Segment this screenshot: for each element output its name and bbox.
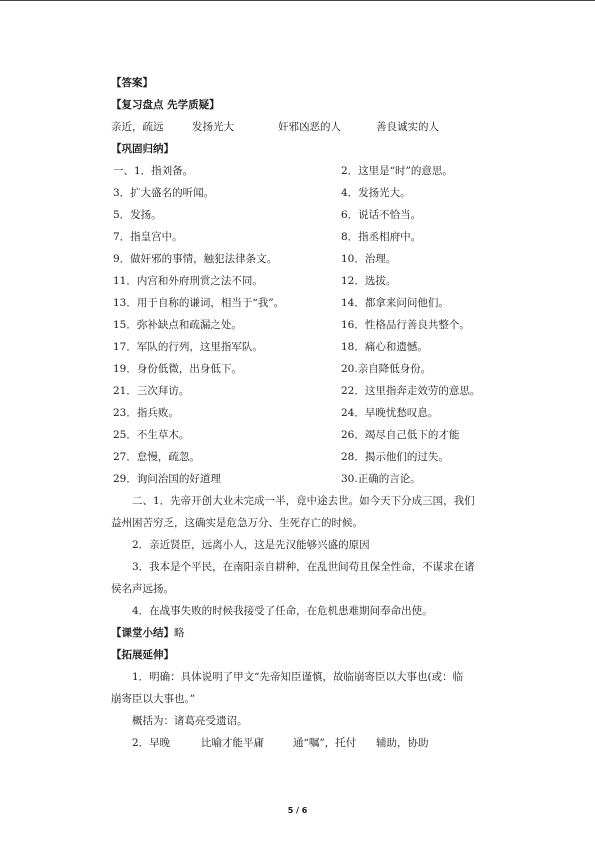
summary-heading: 【课堂小结】 bbox=[111, 627, 174, 639]
list-row bbox=[113, 358, 493, 380]
translation-paragraph: 3．我本是个平民，在南阳亲自耕种，在乱世间苟且保全性命，不谋求在诸 bbox=[132, 561, 475, 573]
paragraph-line: 二、1．先帝开创大业未完成一半，竟中途去世。如今天下分成三国，我们 bbox=[132, 495, 475, 507]
list-item: 15．弥补缺点和疏漏之处。 bbox=[113, 319, 242, 331]
list-item: 18．痛心和遗憾。 bbox=[341, 341, 428, 353]
list-row bbox=[113, 270, 493, 292]
list-item: 20.亲自降低身份。 bbox=[341, 363, 432, 375]
page-number: 5 / 6 bbox=[287, 806, 308, 815]
extension-term: 辅助，协助 bbox=[376, 737, 429, 749]
list-row bbox=[113, 402, 493, 424]
list-row bbox=[113, 204, 493, 226]
list-row bbox=[113, 292, 493, 314]
list-row bbox=[113, 336, 493, 358]
translation-paragraph: 2．亲近贤臣，远离小人，这是先汉能够兴盛的原因 bbox=[132, 539, 370, 551]
extension-term: 通“嘱”，托付 bbox=[293, 737, 357, 749]
list-item: 10．治理。 bbox=[341, 253, 397, 265]
list-row bbox=[113, 468, 493, 490]
list-item: 22．这里指奔走效劳的意思。 bbox=[341, 385, 481, 397]
list-item: 28．揭示他们的过失。 bbox=[341, 451, 449, 463]
list-item: 9．做奸邪的事情，触犯法律条文。 bbox=[113, 253, 278, 265]
review-term: 善良诚实的人 bbox=[376, 121, 439, 133]
list-item: 21．三次拜访。 bbox=[113, 385, 190, 397]
extension-term: 比喻才能平庸 bbox=[201, 737, 264, 749]
list-row bbox=[113, 424, 493, 446]
extension-heading: 【拓展延伸】 bbox=[111, 649, 174, 661]
list-item: 24．早晚忧愁叹息。 bbox=[341, 407, 439, 419]
list-item: 5．发扬。 bbox=[113, 209, 162, 221]
list-item: 17．军队的行列，这里指军队。 bbox=[113, 341, 263, 353]
translation-paragraph: 4．在战事失败的时候我接受了任命，在危机患难期间奉命出使。 bbox=[132, 605, 433, 617]
list-item: 19．身份低微，出身低下。 bbox=[113, 363, 242, 375]
list-row bbox=[113, 226, 493, 248]
list-row bbox=[113, 248, 493, 270]
list-item: 26．竭尽自己低下的才能 bbox=[341, 429, 460, 441]
list-item: 6．说话不恰当。 bbox=[341, 209, 422, 221]
list-item: 14．都拿来问问他们。 bbox=[341, 297, 449, 309]
list-item: 27．怠慢，疏忽。 bbox=[113, 451, 200, 463]
answer-heading: 【答案】 bbox=[111, 77, 153, 89]
extension-summary: 概括为：诸葛亮受遗诏。 bbox=[132, 715, 248, 727]
extension-paragraph: 1．明确：具体说明了甲文“先帝知臣谨慎，故临崩寄臣以大事也(或：临 bbox=[132, 671, 464, 683]
answer-sheet bbox=[113, 72, 493, 754]
extension-terms-row bbox=[111, 732, 493, 754]
list-row bbox=[113, 182, 493, 204]
list-item: 4．发扬光大。 bbox=[341, 187, 411, 199]
review-term: 发扬光大 bbox=[192, 121, 234, 133]
list-item: 8．指丞相府中。 bbox=[341, 231, 422, 243]
list-row bbox=[113, 380, 493, 402]
list-item: 13．用于自称的谦词，相当于“我”。 bbox=[113, 297, 285, 309]
list-item: 29．询问治国的好道理 bbox=[113, 473, 221, 485]
list-item: 一、1．指刘备。 bbox=[113, 165, 194, 177]
paragraph-continuation: 益州困苦穷乏，这确实是危急万分、生死存亡的时候。 bbox=[111, 517, 363, 529]
summary-text: 略 bbox=[174, 627, 185, 639]
paragraph-continuation: 侯名声远扬。 bbox=[111, 583, 174, 595]
summary-row bbox=[111, 622, 493, 644]
page-top-rule bbox=[0, 0, 595, 1]
translation-paragraph bbox=[111, 490, 493, 512]
list-item: 30.正确的言论。 bbox=[341, 473, 421, 485]
list-item: 7．指皇宫中。 bbox=[113, 231, 183, 243]
explanation-list bbox=[113, 160, 493, 490]
list-item: 3．扩大盛名的听闻。 bbox=[113, 187, 215, 199]
list-item: 16．性格品行善良共整个。 bbox=[341, 319, 470, 331]
review-term: 亲近，疏远 bbox=[111, 121, 164, 133]
list-item: 12．选拔。 bbox=[341, 275, 397, 287]
list-item: 2．这里是“时”的意思。 bbox=[341, 165, 453, 177]
list-item: 23．指兵败。 bbox=[113, 407, 179, 419]
list-item: 11．内宫和外府刑赏之法不同。 bbox=[113, 275, 263, 287]
list-item: 25．不生草木。 bbox=[113, 429, 190, 441]
extension-term: 2．早晚 bbox=[132, 737, 171, 749]
list-row bbox=[113, 446, 493, 468]
list-row bbox=[113, 160, 493, 182]
review-terms-row bbox=[111, 116, 493, 138]
list-row bbox=[113, 314, 493, 336]
consolidate-heading: 【巩固归纳】 bbox=[111, 143, 174, 155]
paragraph-continuation: 崩寄臣以大事也。” bbox=[111, 693, 196, 705]
review-term: 奸邪凶恶的人 bbox=[278, 121, 341, 133]
review-heading: 【复习盘点 先学质疑】 bbox=[111, 99, 220, 111]
